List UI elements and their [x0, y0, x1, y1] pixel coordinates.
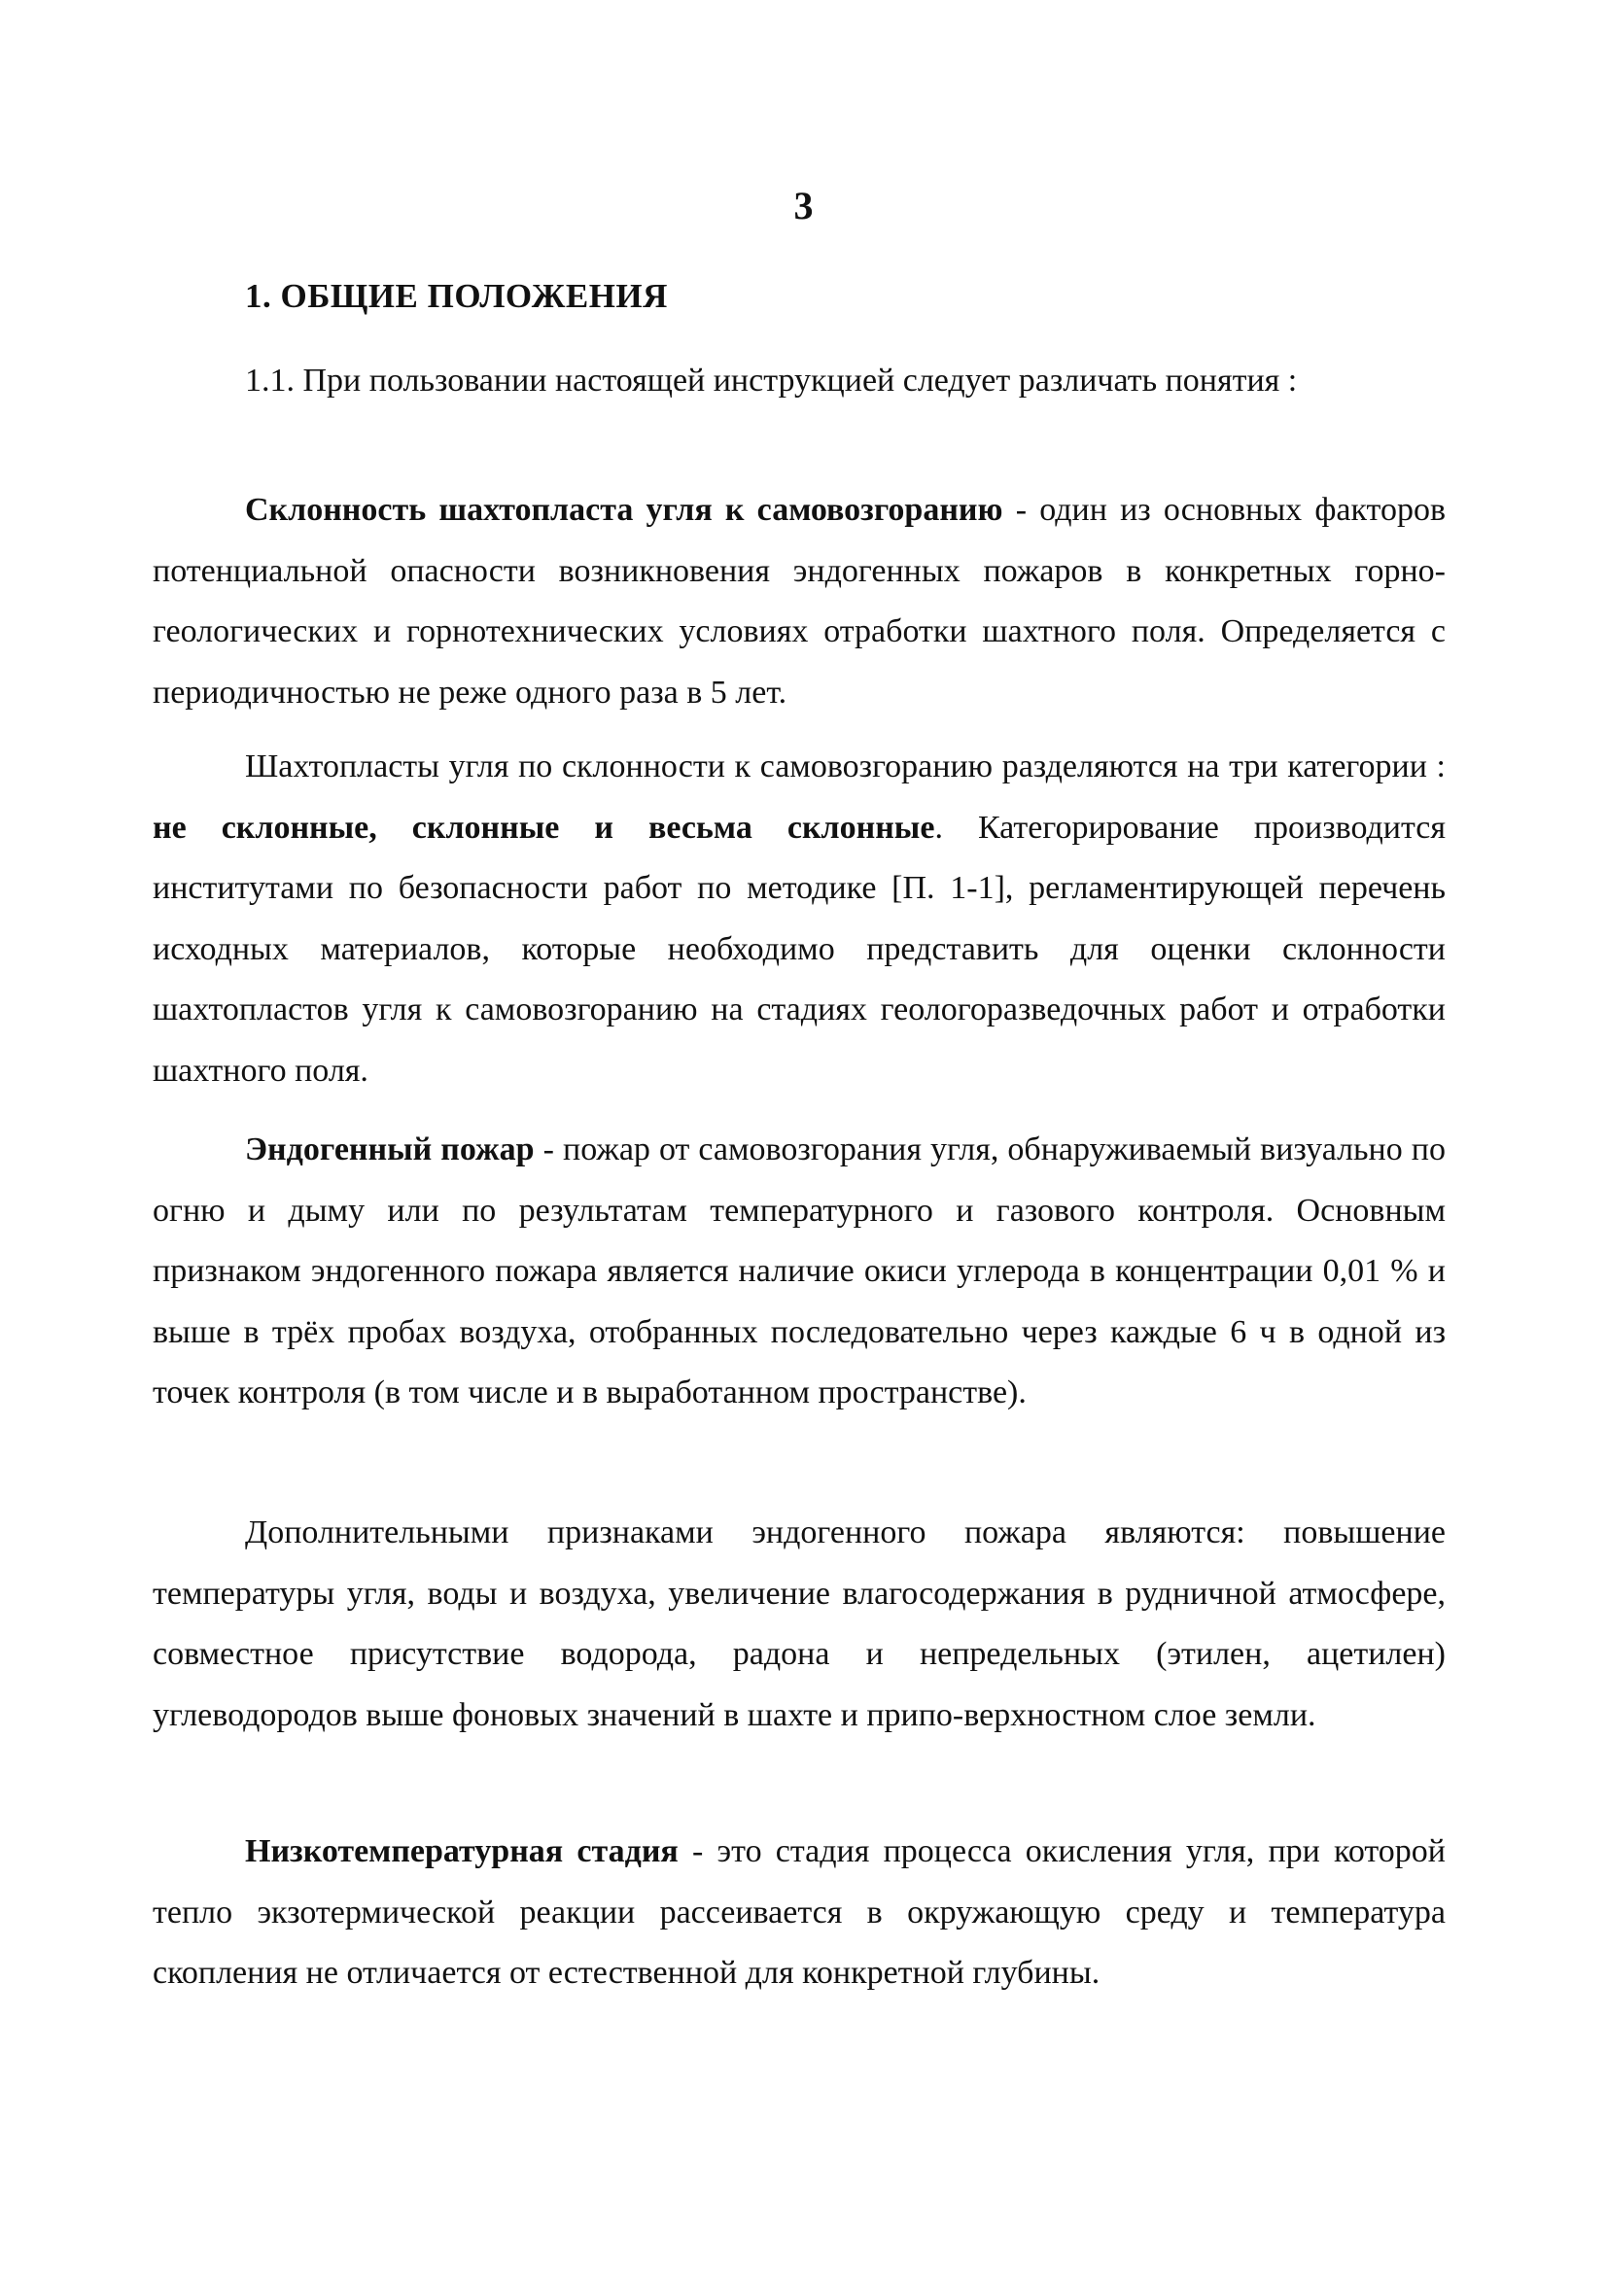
paragraph-1-1 [153, 351, 1446, 412]
paragraph-additional-signs [153, 1503, 1446, 1746]
page-number: 3 [793, 184, 814, 227]
definition-susceptibility [153, 480, 1446, 723]
definition-endogenous-fire [153, 1120, 1446, 1424]
definition-low-temperature-stage [153, 1822, 1446, 2004]
definition-text: - пожар от самовозгорания угля, обнаруживаемый визуально по огню и дыму или по результатам температурного и газового контроля. Основным признаком эндогенного пожара является наличие окиси углерода в концентрации 0,01 % и выше в трёх пробах воздуха, отобранных последовательно через каждые 6 ч в одной из точек контроля (в том числе и в выработанном пространстве). [153, 1131, 1446, 1411]
paragraph-categories [153, 737, 1446, 1102]
paragraph-text: Дополнительными признаками эндогенного пожара являются: повышение температуры угля, воды и воздуха, увеличение влагосодержания в рудничной атмосфере, совместное присутствие водорода, радона и непредельных (этилен, ацетилен) углеводородов выше фоновых значений в шахте и припо-верхностном слое земли. [153, 1514, 1446, 1733]
paragraph-text: . Категорирование производится институтами по безопасности работ по методике [П. 1-1], регламентирующей перечень исходных материалов, которые необходимо представить для оценки склонности шахтопластов угля к самовозгоранию на стадиях геологоразведочных работ и отработки шахтного поля. [153, 809, 1446, 1089]
category-list: не склонные, склонные и весьма склонные [153, 809, 935, 846]
paragraph-text: Шахтопласты угля по склонности к самовозгоранию разделяются на три категории : [245, 748, 1446, 784]
defined-term: Эндогенный пожар [245, 1131, 535, 1167]
defined-term: Низкотемпературная стадия [245, 1833, 679, 1869]
section-heading: 1. ОБЩИЕ ПОЛОЖЕНИЯ [245, 277, 668, 315]
definition-text: - это стадия процесса окисления угля, при которой тепло экзотермической реакции рассеивается в окружающую среду и температура скопления не отличается от естественной для конкретной глубины. [153, 1833, 1447, 1992]
definition-text: - один из основных факторов потенциальной опасности возникновения эндогенных пожаров в конкретных горно-геологических и горнотехнических условиях отработки шахтного поля. Определяется с периодичностью не реже одного раза в 5 лет. [153, 492, 1447, 711]
paragraph-text: 1.1. При пользовании настоящей инструкцией следует различать понятия : [245, 363, 1298, 399]
defined-term: Склонность шахтопласта угля к самовозгоранию [245, 492, 1003, 528]
